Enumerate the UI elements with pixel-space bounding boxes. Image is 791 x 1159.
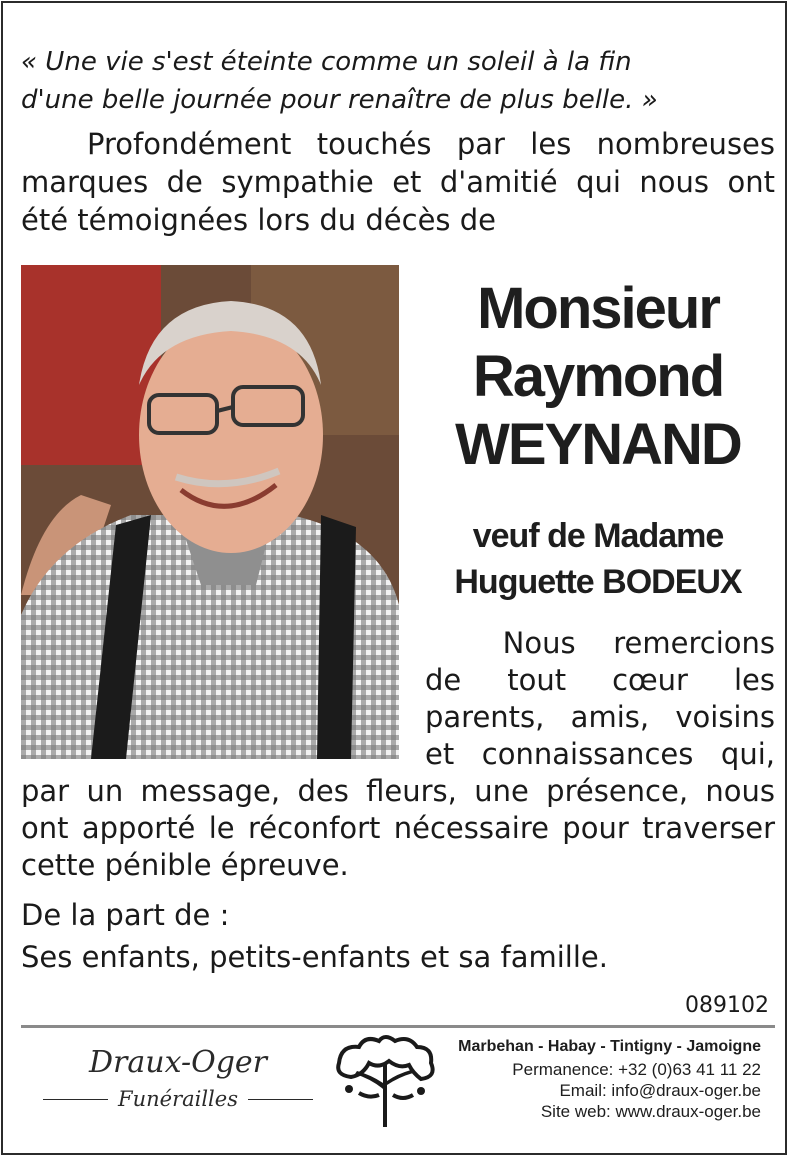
quote-line-1: « Une vie s'est éteinte comme un soleil à la fin (21, 47, 632, 77)
from-label: De la part de : (21, 898, 230, 932)
thanks-word: cœur (612, 663, 688, 697)
thanks-line-6: ont apporté le réconfort nécessaire pour traverser (21, 811, 775, 845)
funeral-home-contact (458, 1035, 761, 1122)
thanks-word: parents, (425, 700, 545, 734)
funeral-home-email: Email: info@draux-oger.be (559, 1081, 761, 1100)
thanks-word: qui, (720, 737, 775, 771)
thanks-line-7: cette pénible épreuve. (21, 848, 349, 882)
memorial-quote (21, 43, 781, 119)
thanks-word: les (733, 663, 775, 697)
decorative-line (248, 1099, 313, 1100)
intro-line-3: été témoignées lors du décès de (21, 203, 497, 237)
widow-line-2: Huguette BODEUX (454, 563, 742, 601)
funeral-home-logo (43, 1043, 313, 1111)
thanks-word: et (425, 737, 455, 771)
divider (21, 1025, 775, 1028)
thanks-paragraph-full (21, 773, 775, 884)
thanks-paragraph-side (425, 625, 775, 773)
reference-number: 089102 (685, 993, 769, 1018)
widow-of (408, 513, 787, 605)
thanks-word: connaissances (481, 737, 694, 771)
deceased-first-name: Raymond (472, 344, 724, 409)
thanks-word: remercions (613, 626, 775, 660)
deceased-title: Monsieur (477, 276, 719, 341)
funeral-home-website: Site web: www.draux-oger.be (540, 1102, 761, 1121)
family-signature: Ses enfants, petits-enfants et sa famille. (21, 940, 608, 974)
thanks-word: de (425, 663, 462, 697)
funeral-home-phone: Permanence: +32 (0)63 41 11 22 (512, 1060, 761, 1079)
deceased-last-name: WEYNAND (455, 412, 741, 477)
thanks-word: Nous (502, 626, 576, 660)
thanks-line-5: par un message, des fleurs, une présence, nous (21, 774, 775, 808)
funeral-home-towns: Marbehan - Habay - Tintigny - Jamoigne (458, 1038, 761, 1055)
funeral-home-subtitle-row (43, 1087, 313, 1111)
thanks-word: voisins (675, 700, 775, 734)
intro-line-1: Profondément touchés par les nombreuses (87, 127, 775, 161)
quote-line-2: d'une belle journée pour renaître de plus belle. » (21, 85, 658, 115)
deceased-name (408, 275, 787, 479)
portrait-photo (21, 265, 399, 759)
intro-paragraph (21, 125, 775, 239)
intro-line-2: marques de sympathie et d'amitié qui nous ont (21, 165, 775, 199)
thanks-word: tout (507, 663, 567, 697)
widow-line-1: veuf de Madame (472, 517, 724, 555)
thanks-word: amis, (570, 700, 650, 734)
funeral-home-name: Draux-Oger (88, 1045, 268, 1080)
funeral-home-subtitle: Funérailles (118, 1087, 238, 1111)
portrait-illustration (21, 265, 399, 759)
obituary-card (1, 1, 787, 1155)
tree-icon (329, 1033, 441, 1129)
decorative-line (43, 1099, 108, 1100)
